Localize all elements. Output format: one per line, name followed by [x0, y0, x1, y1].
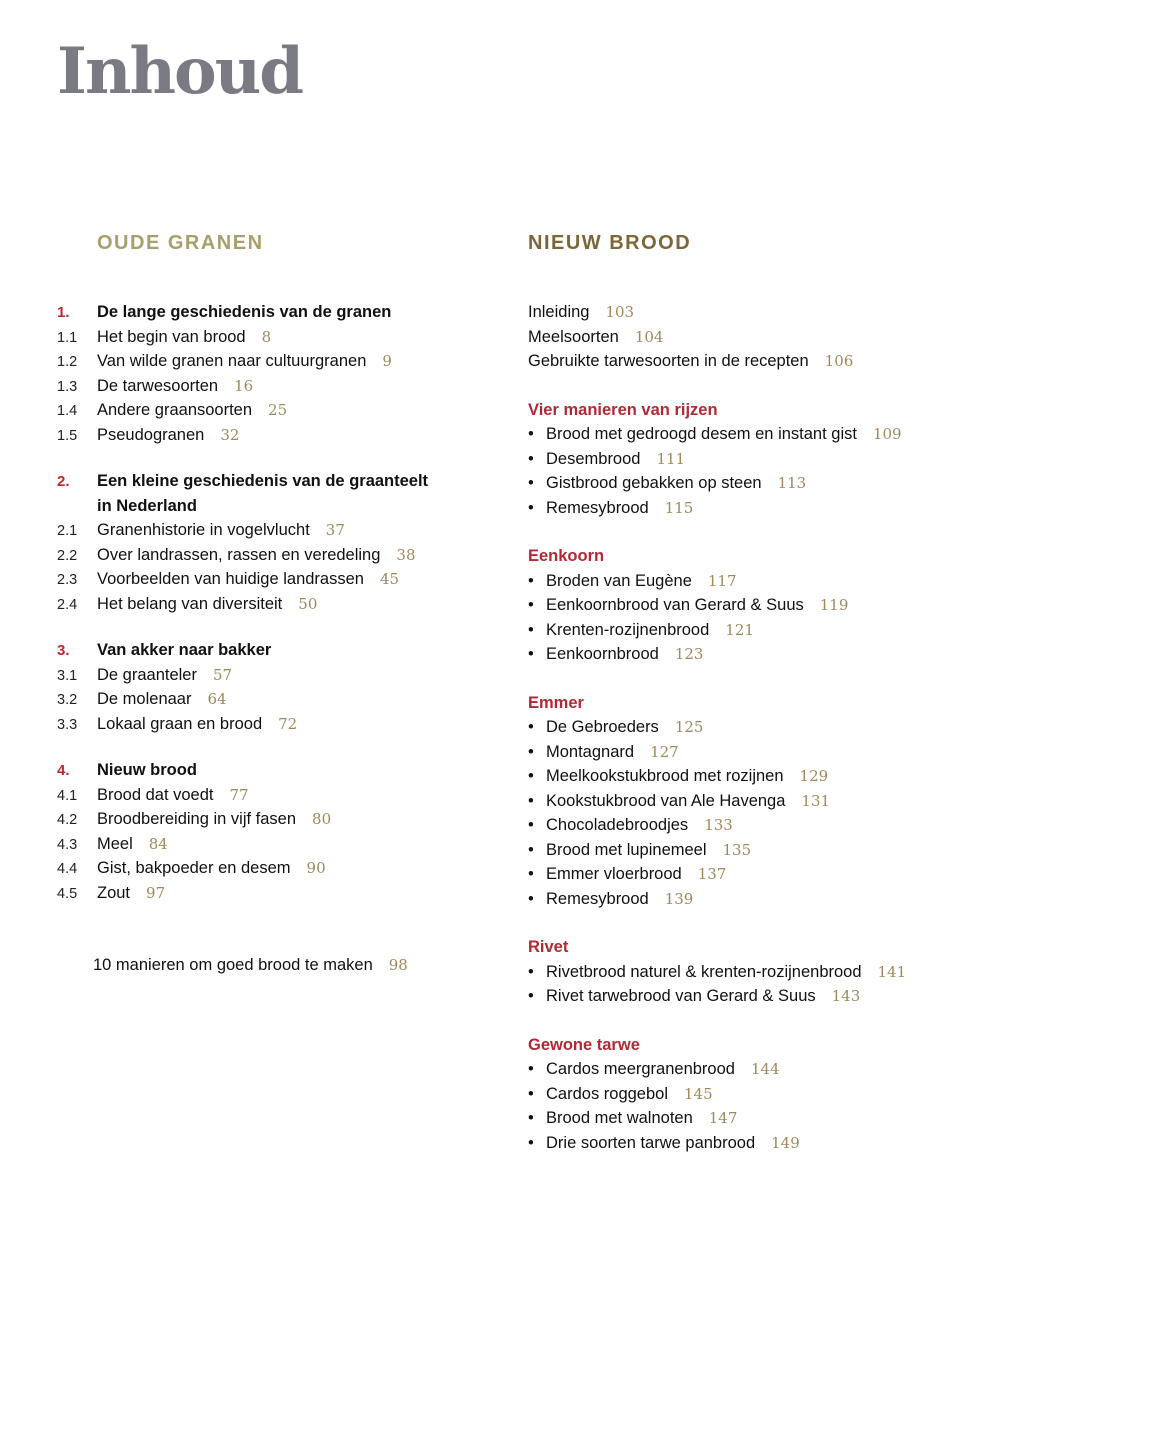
entry-title: Lokaal graan en brood	[97, 714, 263, 733]
bullet-icon: •	[528, 791, 534, 810]
toc-entry[interactable]	[528, 1057, 1128, 1082]
column-heading: OUDE GRANEN	[97, 232, 264, 254]
toc-entry[interactable]	[57, 374, 477, 399]
chapter-number: 2.	[57, 473, 70, 490]
toc-entry[interactable]	[57, 881, 477, 906]
entry-title: Andere graansoorten	[97, 401, 253, 419]
entry-number: 2.1	[57, 523, 78, 539]
entry-title: Remesybrood	[546, 498, 649, 517]
entry-number: 2.3	[57, 572, 78, 588]
toc-entry[interactable]	[528, 593, 1128, 618]
entry-title: Gebruikte tarwesoorten in de recepten	[528, 352, 809, 370]
entry-title: Remesybrood	[546, 889, 649, 908]
page-number: 115	[664, 498, 694, 517]
bullet-icon: •	[528, 620, 534, 639]
entry-title: Brood met walnoten	[546, 1109, 693, 1127]
page-number: 106	[824, 352, 854, 370]
page-number: 38	[396, 545, 416, 564]
toc-entry[interactable]	[57, 325, 477, 350]
bullet-icon: •	[528, 816, 534, 834]
entry-title: Meelkookstukbrood met rozijnen	[546, 767, 784, 785]
page-number: 123	[674, 645, 704, 663]
toc-entry[interactable]	[528, 740, 1128, 765]
page-number: 137	[697, 865, 727, 883]
page-number: 16	[234, 376, 254, 395]
toc-entry[interactable]	[528, 862, 1128, 887]
entry-number: 1.2	[57, 354, 78, 370]
bullet-icon: •	[528, 962, 534, 981]
section-heading: Vier manieren van rijzen	[528, 400, 718, 419]
entry-title: Brood dat voedt	[97, 785, 214, 804]
toc-entry[interactable]	[528, 447, 1128, 472]
entry-title: Meelsoorten	[528, 327, 619, 346]
page-number: 111	[656, 449, 686, 468]
entry-title: Gist, bakpoeder en desem	[97, 859, 291, 877]
chapter-title: Een kleine geschiedenis van de graanteelt	[97, 472, 429, 490]
bullet-icon: •	[528, 596, 534, 614]
page-number: 25	[268, 401, 288, 419]
chapter-heading[interactable]	[57, 469, 477, 494]
entry-number: 4.2	[57, 812, 78, 828]
toc-list	[528, 300, 1128, 1155]
chapter-title: De lange geschiedenis van de granen	[97, 303, 392, 321]
page-number: 141	[877, 962, 907, 981]
toc-entry[interactable]	[528, 813, 1128, 838]
entry-title: Het belang van diversiteit	[97, 594, 283, 613]
page-number: 98	[388, 956, 408, 974]
bullet-icon: •	[528, 498, 534, 517]
page-number: 135	[722, 840, 752, 859]
entry-title: Krenten-rozijnenbrood	[546, 620, 710, 639]
bullet-icon: •	[528, 1084, 534, 1103]
toc-entry[interactable]	[528, 984, 1128, 1009]
entry-title: Cardos meergranenbrood	[546, 1060, 735, 1078]
page-number: 143	[831, 987, 861, 1005]
chapter-number: 4.	[57, 762, 70, 779]
toc-entry-extra[interactable]	[57, 953, 477, 978]
toc-entry[interactable]	[57, 543, 477, 568]
entry-title: Het begin van brood	[97, 327, 246, 346]
bullet-icon: •	[528, 425, 534, 443]
bullet-icon: •	[528, 889, 534, 908]
column-heading: NIEUW BROOD	[528, 232, 692, 254]
bullet-icon: •	[528, 865, 534, 883]
entry-number: 3.1	[57, 667, 78, 684]
toc-entry[interactable]	[528, 1106, 1128, 1131]
bullet-icon: •	[528, 1133, 534, 1152]
entry-number: 3.2	[57, 692, 78, 708]
entry-title: Inleiding	[528, 303, 590, 321]
page-number: 139	[664, 889, 694, 908]
entry-title: Broodbereiding in vijf fasen	[97, 810, 297, 828]
page-number: 117	[707, 571, 737, 590]
page-number: 37	[325, 521, 345, 539]
toc-entry[interactable]	[57, 856, 477, 881]
entry-title: Voorbeelden van huidige landrassen	[97, 570, 364, 588]
chapter-number: 3.	[57, 642, 70, 659]
toc-entry[interactable]	[57, 807, 477, 832]
page-number: 8	[261, 327, 272, 346]
entry-title: Zout	[97, 883, 131, 902]
page-number: 72	[278, 714, 298, 733]
toc-entry[interactable]	[528, 887, 1128, 912]
page-number: 57	[212, 665, 233, 684]
toc-entry[interactable]	[528, 1082, 1128, 1107]
section-heading: Rivet	[528, 938, 569, 956]
toc-entry[interactable]	[57, 349, 477, 374]
bullet-icon: •	[528, 449, 534, 468]
entry-number: 1.4	[57, 403, 78, 419]
toc-entry[interactable]	[528, 1131, 1128, 1156]
entry-number: 4.3	[57, 836, 78, 853]
section-heading: Emmer	[528, 693, 584, 712]
page-number: 121	[725, 620, 754, 639]
entry-title: Broden van Eugène	[546, 571, 692, 590]
toc-entry[interactable]	[57, 592, 477, 617]
toc-entry[interactable]	[528, 642, 1128, 667]
entry-title: Cardos roggebol	[546, 1084, 668, 1103]
page-number: 125	[674, 718, 704, 736]
toc-entry[interactable]	[528, 838, 1128, 863]
entry-number: 4.1	[57, 787, 78, 804]
page-title: Inhoud	[57, 34, 302, 109]
bullet-icon: •	[528, 571, 534, 590]
page-number: 119	[819, 596, 849, 614]
entry-title: Rivetbrood naturel & krenten-rozijnenbrood	[546, 962, 862, 981]
entry-number: 1.3	[57, 378, 78, 395]
page-number: 84	[148, 834, 168, 853]
chapter-heading[interactable]	[57, 494, 477, 519]
toc-entry[interactable]	[528, 764, 1128, 789]
entry-title: Chocoladebroodjes	[546, 816, 689, 834]
page-number: 113	[777, 474, 807, 492]
page-number: 133	[704, 816, 733, 834]
toc-entry[interactable]	[528, 471, 1128, 496]
entry-title: Desembrood	[546, 449, 641, 468]
toc-entry[interactable]	[528, 789, 1128, 814]
entry-title: Meel	[97, 834, 133, 853]
toc-list	[57, 300, 477, 978]
chapter-title: Van akker naar bakker	[97, 641, 272, 659]
entry-title: Over landrassen, rassen en veredeling	[97, 545, 381, 564]
toc-entry[interactable]	[57, 518, 477, 543]
entry-title: Granenhistorie in vogelvlucht	[97, 521, 310, 539]
page-number: 144	[750, 1060, 780, 1078]
toc-entry[interactable]	[528, 300, 1128, 325]
entry-number: 1.5	[57, 427, 78, 444]
page-number: 77	[229, 785, 249, 804]
chapter-title: Nieuw brood	[97, 761, 197, 779]
entry-title: De graanteler	[97, 665, 197, 684]
page-number: 9	[382, 352, 392, 370]
entry-title: De tarwesoorten	[97, 376, 219, 395]
bullet-icon: •	[528, 987, 534, 1005]
bullet-icon: •	[528, 840, 534, 859]
entry-title: Eenkoornbrood van Gerard & Suus	[546, 596, 804, 614]
page-number: 90	[306, 859, 326, 877]
page-number: 131	[801, 791, 831, 810]
toc-entry[interactable]	[528, 569, 1128, 594]
chapter-heading[interactable]	[57, 758, 477, 783]
page-number: 127	[650, 742, 679, 761]
chapter-title: in Nederland	[97, 496, 197, 515]
chapter-number: 1.	[57, 304, 70, 321]
toc-column-oude-granen	[57, 228, 477, 978]
page-number: 109	[872, 425, 902, 443]
page-number: 97	[146, 883, 166, 902]
entry-number: 4.5	[57, 885, 78, 902]
toc-entry[interactable]	[57, 783, 477, 808]
toc-entry[interactable]	[528, 715, 1128, 740]
chapter-heading[interactable]	[57, 300, 477, 325]
entry-title: Pseudogranen	[97, 425, 205, 444]
toc-column-nieuw-brood	[528, 228, 1128, 1155]
entry-number: 2.4	[57, 596, 78, 613]
entry-title: 10 manieren om goed brood te maken	[93, 956, 373, 974]
toc-entry[interactable]	[57, 423, 477, 448]
page-number: 129	[799, 767, 829, 785]
entry-title: De Gebroeders	[546, 718, 659, 736]
toc-entry[interactable]	[57, 712, 477, 737]
page-number: 149	[771, 1133, 800, 1152]
entry-number: 3.3	[57, 716, 78, 733]
section-heading: Gewone tarwe	[528, 1035, 640, 1054]
bullet-icon: •	[528, 767, 534, 785]
bullet-icon: •	[528, 1060, 534, 1078]
entry-title: Rivet tarwebrood van Gerard & Suus	[546, 987, 816, 1005]
bullet-icon: •	[528, 474, 534, 492]
page-number: 145	[684, 1084, 713, 1103]
entry-title: Van wilde granen naar cultuurgranen	[97, 352, 367, 370]
toc-entry[interactable]	[57, 832, 477, 857]
entry-title: De molenaar	[97, 690, 192, 708]
page-number: 103	[605, 303, 635, 321]
toc-entry[interactable]	[528, 618, 1128, 643]
section-heading: Eenkoorn	[528, 547, 605, 565]
page-number: 147	[708, 1109, 738, 1127]
toc-entry[interactable]	[57, 567, 477, 592]
entry-number: 2.2	[57, 547, 78, 564]
toc-entry[interactable]	[57, 398, 477, 423]
chapter-heading[interactable]	[57, 638, 477, 663]
page-number: 50	[298, 594, 318, 613]
entry-number: 1.1	[57, 329, 78, 346]
entry-title: Brood met lupinemeel	[546, 840, 707, 859]
page-number: 80	[312, 810, 332, 828]
toc-entry[interactable]	[528, 960, 1128, 985]
bullet-icon: •	[528, 718, 534, 736]
entry-title: Kookstukbrood van Ale Havenga	[546, 791, 786, 810]
entry-title: Eenkoornbrood	[546, 645, 659, 663]
page-number: 32	[220, 425, 240, 444]
entry-title: Brood met gedroogd desem en instant gist	[546, 425, 857, 443]
toc-entry[interactable]	[528, 496, 1128, 521]
entry-title: Montagnard	[546, 742, 635, 761]
entry-title: Drie soorten tarwe panbrood	[546, 1133, 756, 1152]
page-number: 64	[207, 690, 227, 708]
entry-number: 4.4	[57, 861, 78, 877]
entry-title: Emmer vloerbrood	[546, 865, 682, 883]
bullet-icon: •	[528, 1109, 534, 1127]
page-number: 45	[379, 570, 400, 588]
toc-entry[interactable]	[57, 687, 477, 712]
bullet-icon: •	[528, 645, 534, 663]
bullet-icon: •	[528, 742, 534, 761]
toc-entry[interactable]	[57, 663, 477, 688]
entry-title: Gistbrood gebakken op steen	[546, 474, 762, 492]
toc-entry[interactable]	[528, 325, 1128, 350]
page-number: 104	[634, 327, 664, 346]
toc-entry[interactable]	[528, 349, 1128, 374]
toc-entry[interactable]	[528, 422, 1128, 447]
